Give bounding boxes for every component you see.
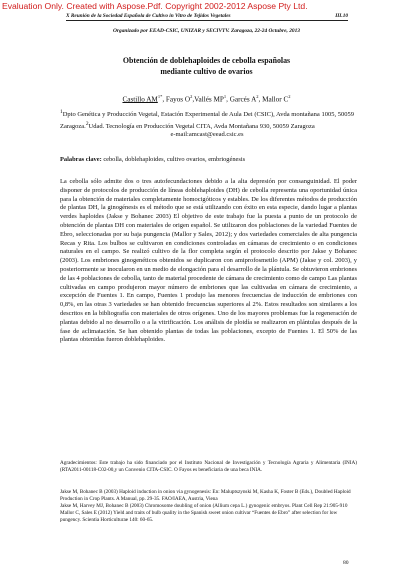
organizer-line: Organizado por EEAD-CSIC, UNIZAR y SECIVTV. Zaragoza, 22-24 Octubre, 2013	[113, 28, 300, 34]
abstract-body: La cebolla sólo admite dos o tres autofecundaciones debido a la alta depresión por consanguinidad. El poder disponer de protocolos de producción de líneas doblehaploides (DH) de cebolla representa una oportunidad única para la obtención de materiales completamente homocigóticos y estables. De los diferentes métodos de producción de plantas DH, la ginogénesis es el método que se está utilizando con éxito en esta especie, dando lugar a plantas verdes haploides (Jakse y Bohanec 2003) El objetivo de este trabajo fue la puesta a punto de un protocolo de obtención de plantas DH con materiales de origen español. Se utilizaron dos poblaciones de la variedad Fuentes de Ebro, seleccionadas por su baja pungencia (Mallor y Sales, 2012); y dos variedades comerciales de alta pungencia Recas y Rita. Los bulbos se cultivaron en condiciones controladas en cámaras de crecimiento o en condiciones naturales en el campo. Se realizó cultivo de la flor completa según el protocolo descrito por Jakse y Bohanec (2003). Los embriones ginogenéticos obtenidos se duplicaron con amiprofosmetilo (APM) (Jakse y col. 2003), y posteriormente se inocularon en un medio de elongación para el desarrollo de la plántula. Se obtuvieron embriones de las 4 poblaciones de cebolla, tanto de material procedente de cámara de crecimiento como de campo Las plantas cultivadas en campo produjeron mayor número de embriones que las cultivadas en cámara de crecimiento, a excepción de Fuentes 1. En campo, Fuentes 1 produjo las menores frecuencias de inducción de embriones con 0,8%, en las otras 3 variedades se han obtenido frecuencias superiores al 2%. Estos resultados son similares a los descritos en la bibliografía con materiales de otros orígenes. Uno de los mayores problemas fue la regeneración de plantas debido al no desarrollo o a la vitrificación. Los análisis de ploidía se realizaron en plántulas después de la fase de aclimatación. Se han obtenido plantas de todas las poblaciones, excepto de Fuentes 1. El 50% de las plantas obtenidas fueron doblehaploides.	[60, 178, 357, 344]
author-3-mark: 1	[223, 94, 227, 99]
affiliation-2-mark: 2	[85, 120, 89, 127]
references	[60, 489, 357, 524]
affiliation-1: Dpto Genética y Producción Vegetal, Estación Experimental de Aula Dei (CSIC), Avda montañana 1005, 50059 Zaragoza.	[60, 111, 354, 130]
author-1-mark: 1*	[157, 94, 163, 99]
affiliation-2: Udad. Tecnología en Producción Vegetal CITA, Avda Montañana 930, 50059 Zaragoza	[88, 122, 315, 130]
header-code: III.10	[335, 13, 348, 19]
contact-email: e-mail:amcast@eead.csic.es	[170, 131, 244, 139]
keywords-label: Palabras clave:	[60, 156, 102, 163]
author-4: , Garcés A	[226, 95, 257, 104]
reference-item: Jakse M, Bohanec B (2003) Haploid induction in onion via gynogenesis: En: Maluptszynski M, Kasha K, Foster B (Eds.), Doubled Haploid Production in Crop Plants. A Manual, pp. 29-35. FAO/IAEA, Austria, Viena	[60, 489, 351, 502]
author-4-mark: 2	[256, 94, 259, 99]
reference-item: Mallor C, Sales E (2012) Yield and traits of bulb quality in the Spanish sweet onion cultivar “Fuentes de Ebro” after selection for low pungency. Scientia Horticulturae 140: 60-65.	[60, 510, 338, 523]
author-5: , Mallor C	[258, 95, 289, 104]
running-header	[66, 13, 348, 19]
affiliation-1-mark: 1	[60, 109, 63, 115]
page-number: 80	[343, 560, 349, 566]
header-conference: X Reunión de la Sociedad Española de Cultivo in Vitro de Tejidos Vegetales	[66, 13, 231, 19]
affiliations	[60, 108, 354, 140]
title-line-2: mediante cultivo de ovarios	[160, 67, 253, 76]
title-line-1: Obtención de doblehaploides de cebolla españolas	[122, 56, 291, 65]
author-3: ,Vallés MP	[192, 95, 224, 104]
reference-item: Jakse M, Harvey MJ, Bohanec B (2003) Chromosome doubling of onion (Allium cepa L.) gynogenic embryos. Plant Cell Rep 21:905-910	[60, 502, 348, 509]
author-2: , Fayos O	[162, 95, 191, 104]
author-list	[50, 94, 363, 103]
paper-title	[50, 55, 363, 77]
acknowledgements: Agradecimientos: Este trabajo ha sido financiado por el Instituto Nacional de Investigación y Tecnología Agraria y Alimentaria (INIA) (RTA2011-00118-C02-00,y un Convenio CITA-CSIC. O Fayos es beneficiaria de una beca INIA.	[60, 460, 357, 473]
author-1: Castillo AM	[122, 95, 158, 104]
keywords	[60, 156, 360, 163]
header-divider	[66, 20, 348, 21]
author-2-mark: 2	[190, 94, 193, 99]
keywords-list: cebolla, doblehaploides, cultivo ovarios, embriogénesis	[101, 156, 246, 163]
author-5-mark: 2	[288, 94, 291, 99]
evaluation-watermark: Evaluation Only. Created with Aspose.Pdf. Copyright 2002-2012 Aspose Pty Ltd.	[2, 1, 308, 11]
